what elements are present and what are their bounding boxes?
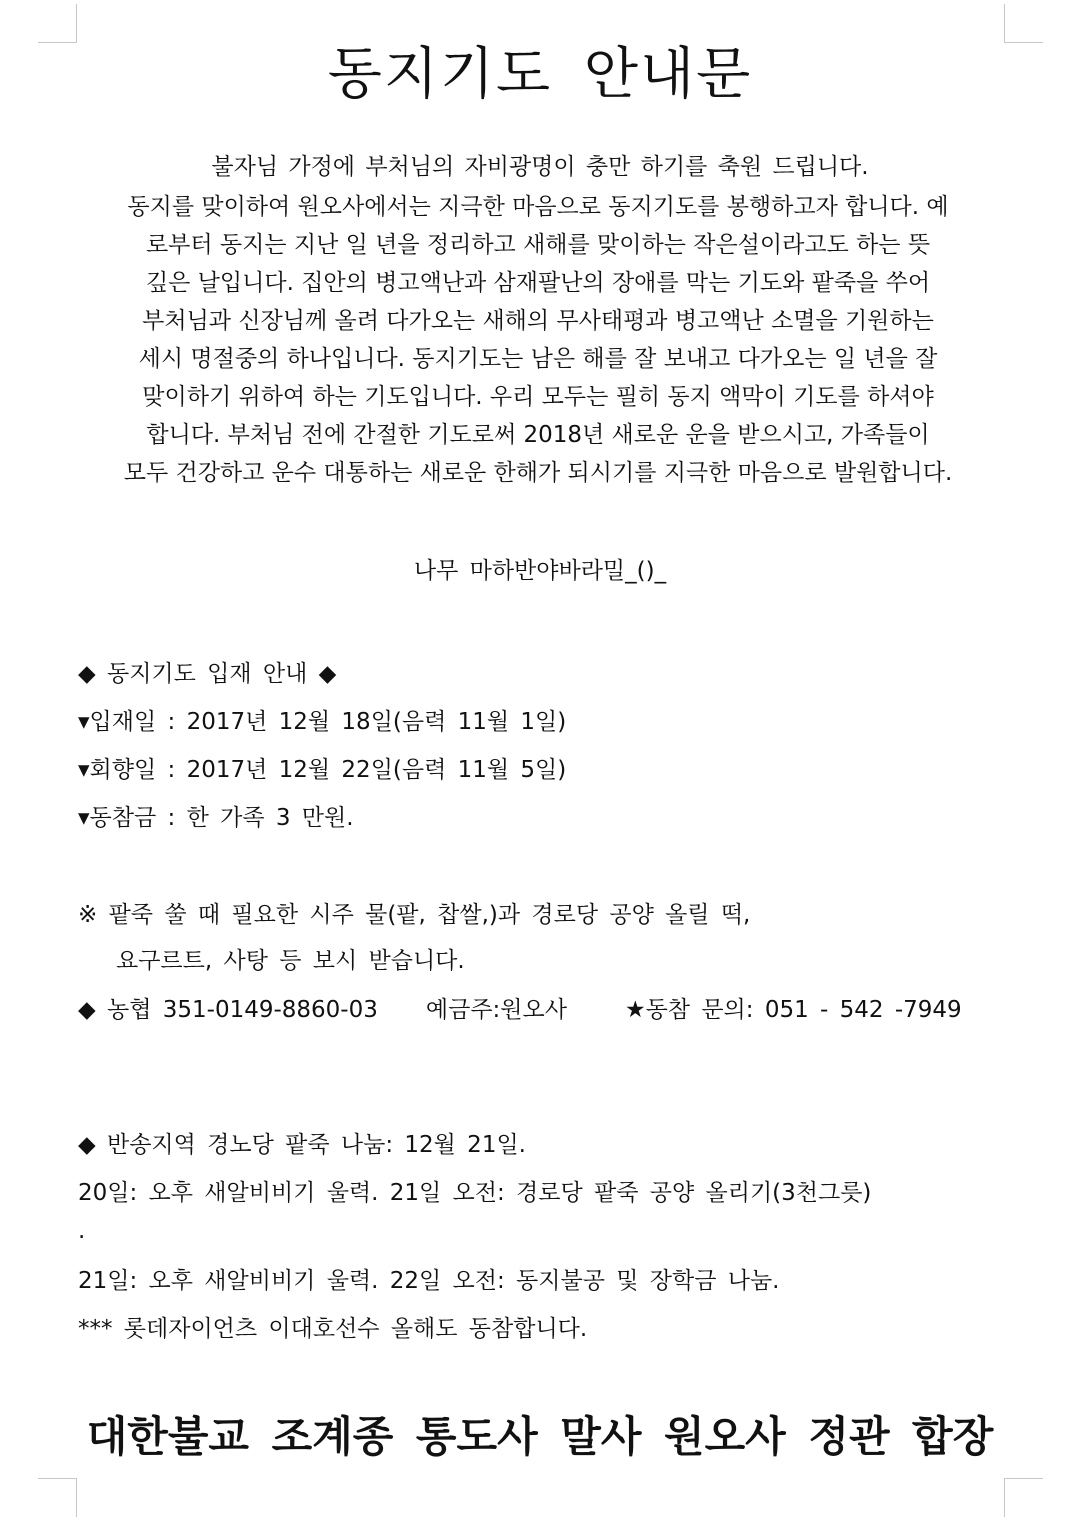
body-line: 세시 명절중의 하나입니다. 동지기도는 남은 해를 잘 보내고 다가오는 일 년을 잘 — [138, 346, 938, 372]
crop-mark-bottom-left — [38, 1478, 77, 1517]
schedule-line1: 20일: 오후 새알비비기 울력. 21일 오전: 경로당 팥죽 공양 올리기(3천그릇) — [78, 1180, 872, 1206]
account-holder: 예금주:원오사 — [425, 997, 567, 1023]
info-fee: ▾동참금 : 한 가족 3 만원. — [78, 805, 354, 831]
account-info — [78, 990, 998, 1030]
body-line: 로부터 동지는 지난 일 년을 정리하고 새해를 맞이하는 작은설이라고도 하는 뜻 — [145, 232, 931, 258]
schedule-heading: ◆ 반송지역 경노당 팥죽 나눔: 12월 21일. — [78, 1132, 526, 1158]
info-end-date: ▾회향일 : 2017년 12월 22일(음력 11월 5일) — [78, 757, 567, 783]
schedule-line3: *** 롯데자이언츠 이대호선수 올해도 동참합니다. — [78, 1316, 588, 1342]
bank-account: ◆ 농협 351-0149-8860-03 — [78, 997, 378, 1023]
crop-mark-bottom-right — [1004, 1478, 1043, 1517]
body-line: 깊은 날입니다. 집안의 병고액난과 삼재팔난의 장애를 막는 기도와 팥죽을 쑤어 — [145, 270, 931, 296]
info-heading: ◆ 동지기도 입재 안내 ◆ — [78, 661, 337, 687]
document-title: 동지기도 안내문 — [327, 42, 753, 107]
donation-note-line2: 요구르트, 사탕 등 보시 받습니다. — [116, 948, 465, 974]
schedule-line2: 21일: 오후 새알비비기 울력. 22일 오전: 동지불공 및 장학금 나눔. — [78, 1268, 780, 1294]
footer-signature: 대한불교 조계종 통도사 말사 원오사 정관 합장 — [86, 1412, 994, 1461]
schedule-line1-cont: . — [78, 1218, 86, 1244]
body-line: 합니다. 부처님 전에 간절한 기도로써 2018년 새로운 운을 받으시고, 가족들이 — [146, 422, 930, 448]
body-line: 모두 건강하고 운수 대통하는 새로운 한해가 되시기를 지극한 마음으로 발원합니다. — [123, 460, 953, 486]
body-line: 부처님과 신장님께 올려 다가오는 새해의 무사태평과 병고액난 소멸을 기원하는 — [142, 308, 934, 334]
mantra-text: 나무 마하반야바라밀_()_ — [413, 558, 667, 584]
info-start-date: ▾입재일 : 2017년 12월 18일(음력 11월 1일) — [78, 709, 567, 735]
contact-number: ★동참 문의: 051 - 542 -7949 — [624, 997, 962, 1023]
body-paragraph — [78, 188, 998, 492]
greeting-text: 불자님 가정에 부처님의 자비광명이 충만 하기를 축원 드립니다. — [211, 154, 869, 180]
body-line: 동지를 맞이하여 원오사에서는 지극한 마음으로 동지기도를 봉행하고자 합니다. 예 — [127, 194, 949, 220]
body-line: 맞이하기 위하여 하는 기도입니다. 우리 모두는 필히 동지 액막이 기도를 하셔야 — [142, 384, 934, 410]
donation-note-line1: ※ 팥죽 쑬 때 필요한 시주 물(팥, 찹쌀,)과 경로당 공양 올릴 떡, — [78, 902, 751, 928]
